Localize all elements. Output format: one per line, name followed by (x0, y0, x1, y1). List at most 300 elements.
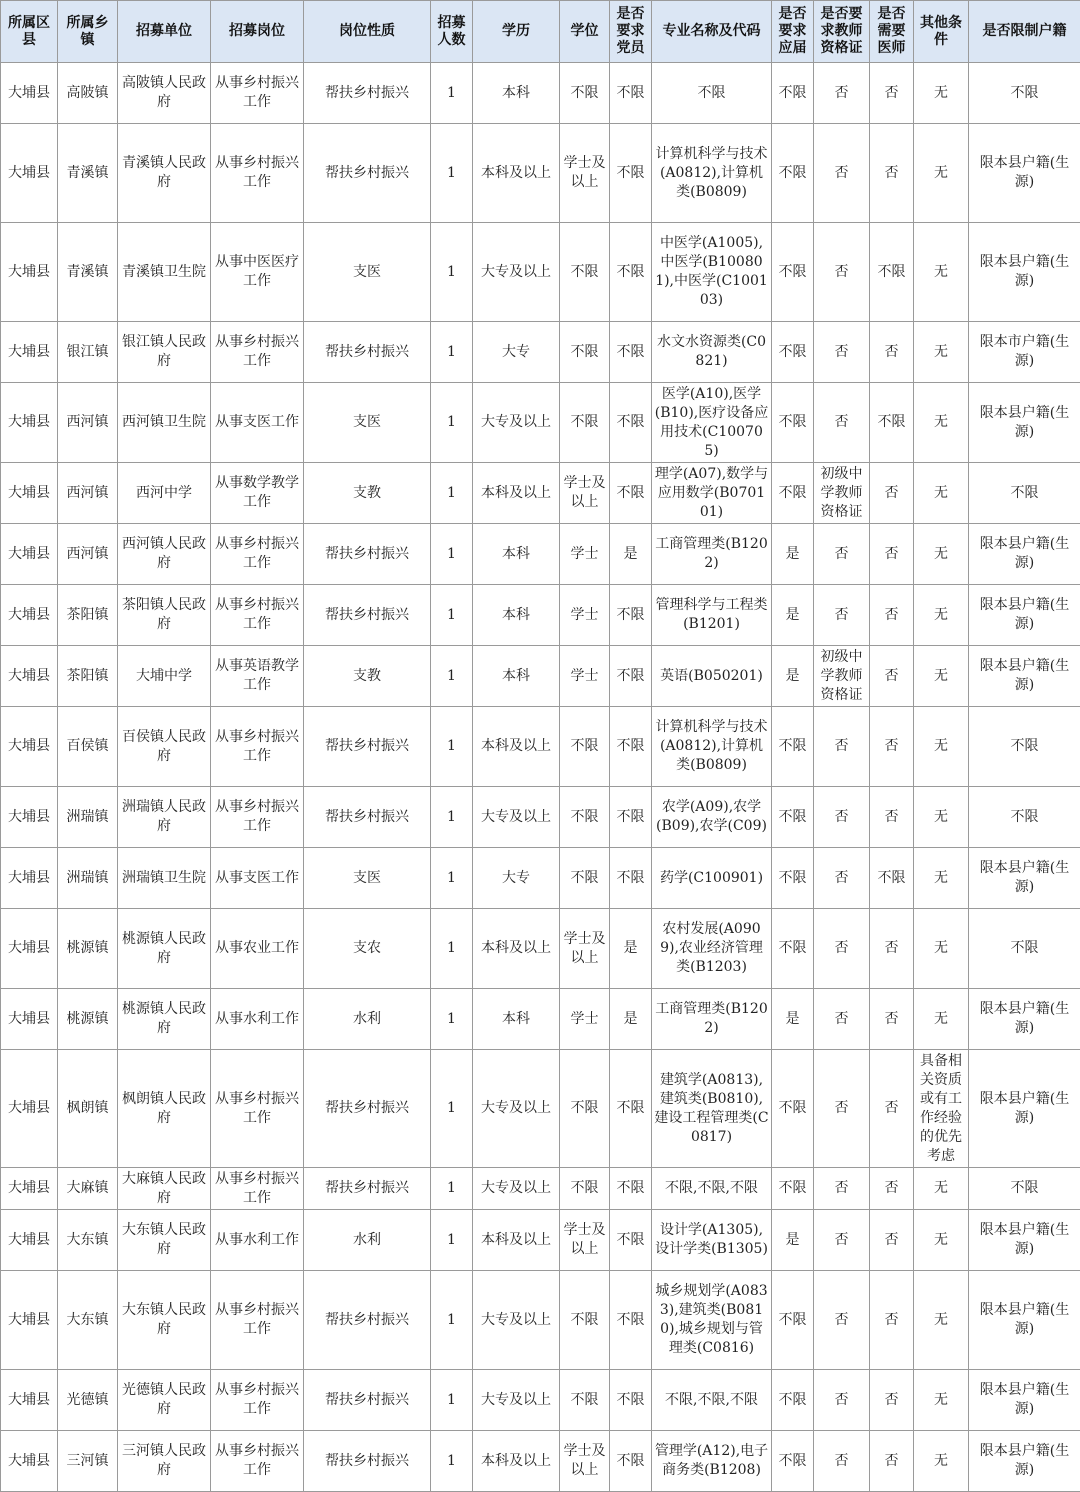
cell-count: 1 (431, 1370, 473, 1431)
cell-count: 1 (431, 646, 473, 707)
cell-party-member: 不限 (610, 1168, 652, 1210)
cell-teacher-cert: 否 (814, 787, 870, 848)
cell-fresh-graduate: 不限 (772, 1271, 814, 1370)
cell-position-type: 水利 (304, 989, 431, 1050)
cell-unit: 茶阳镇人民政府 (118, 585, 211, 646)
cell-other: 无 (914, 787, 969, 848)
cell-other: 无 (914, 707, 969, 787)
cell-major: 不限 (652, 63, 772, 124)
cell-town: 大东镇 (58, 1210, 118, 1271)
cell-physician: 否 (870, 989, 914, 1050)
cell-party-member: 不限 (610, 848, 652, 909)
cell-teacher-cert: 否 (814, 524, 870, 585)
cell-town: 青溪镇 (58, 223, 118, 322)
cell-physician: 否 (870, 1050, 914, 1168)
header-town: 所属乡镇 (58, 1, 118, 63)
cell-household: 不限 (969, 463, 1080, 524)
table-row (1, 322, 1080, 383)
cell-major: 工商管理类(B1202) (652, 524, 772, 585)
cell-physician: 否 (870, 463, 914, 524)
cell-position-type: 帮扶乡村振兴 (304, 1271, 431, 1370)
cell-major: 工商管理类(B1202) (652, 989, 772, 1050)
cell-fresh-graduate: 不限 (772, 124, 814, 223)
cell-unit: 洲瑞镇卫生院 (118, 848, 211, 909)
cell-fresh-graduate: 不限 (772, 1431, 814, 1492)
cell-party-member: 不限 (610, 707, 652, 787)
cell-unit: 高陂镇人民政府 (118, 63, 211, 124)
cell-household: 限本县户籍(生源) (969, 383, 1080, 463)
cell-teacher-cert: 初级中学教师资格证 (814, 463, 870, 524)
cell-education: 本科 (473, 989, 560, 1050)
cell-household: 限本县户籍(生源) (969, 124, 1080, 223)
cell-teacher-cert: 否 (814, 63, 870, 124)
cell-physician: 否 (870, 707, 914, 787)
table-row (1, 124, 1080, 223)
cell-count: 1 (431, 787, 473, 848)
cell-district: 大埔县 (1, 1168, 58, 1210)
cell-degree: 不限 (560, 1271, 610, 1370)
header-major: 专业名称及代码 (652, 1, 772, 63)
cell-other: 无 (914, 646, 969, 707)
cell-degree: 学士 (560, 989, 610, 1050)
cell-district: 大埔县 (1, 223, 58, 322)
cell-major: 理学(A07),数学与应用数学(B070101) (652, 463, 772, 524)
cell-degree: 不限 (560, 63, 610, 124)
cell-town: 大东镇 (58, 1271, 118, 1370)
cell-major: 不限,不限,不限 (652, 1370, 772, 1431)
cell-major: 设计学(A1305),设计学类(B1305) (652, 1210, 772, 1271)
cell-unit: 大麻镇人民政府 (118, 1168, 211, 1210)
cell-household: 限本县户籍(生源) (969, 1431, 1080, 1492)
cell-count: 1 (431, 63, 473, 124)
cell-degree: 不限 (560, 1168, 610, 1210)
cell-major: 计算机科学与技术(A0812),计算机类(B0809) (652, 707, 772, 787)
header-unit: 招募单位 (118, 1, 211, 63)
cell-party-member: 不限 (610, 1431, 652, 1492)
cell-household: 限本县户籍(生源) (969, 524, 1080, 585)
cell-education: 大专及以上 (473, 787, 560, 848)
cell-town: 银江镇 (58, 322, 118, 383)
table-body (1, 63, 1080, 1492)
cell-town: 三河镇 (58, 1431, 118, 1492)
cell-fresh-graduate: 是 (772, 1210, 814, 1271)
cell-count: 1 (431, 1210, 473, 1271)
cell-count: 1 (431, 707, 473, 787)
cell-party-member: 是 (610, 909, 652, 989)
cell-other: 无 (914, 322, 969, 383)
cell-position: 从事乡村振兴工作 (211, 322, 304, 383)
table-row (1, 1210, 1080, 1271)
cell-education: 本科 (473, 646, 560, 707)
cell-district: 大埔县 (1, 322, 58, 383)
cell-household: 限本县户籍(生源) (969, 1370, 1080, 1431)
cell-unit: 西河镇卫生院 (118, 383, 211, 463)
cell-education: 大专及以上 (473, 223, 560, 322)
cell-position: 从事数学教学工作 (211, 463, 304, 524)
table-header (1, 1, 1080, 63)
cell-household: 限本县户籍(生源) (969, 646, 1080, 707)
cell-physician: 否 (870, 1210, 914, 1271)
cell-town: 西河镇 (58, 383, 118, 463)
cell-household: 限本县户籍(生源) (969, 223, 1080, 322)
cell-education: 本科及以上 (473, 463, 560, 524)
cell-teacher-cert: 否 (814, 383, 870, 463)
cell-teacher-cert: 否 (814, 848, 870, 909)
cell-degree: 学士及以上 (560, 909, 610, 989)
table-row (1, 848, 1080, 909)
cell-education: 大专及以上 (473, 1168, 560, 1210)
cell-major: 农学(A09),农学(B09),农学(C09) (652, 787, 772, 848)
cell-degree: 不限 (560, 322, 610, 383)
cell-fresh-graduate: 不限 (772, 63, 814, 124)
cell-fresh-graduate: 不限 (772, 383, 814, 463)
cell-household: 限本县户籍(生源) (969, 585, 1080, 646)
cell-position: 从事支医工作 (211, 848, 304, 909)
cell-town: 茶阳镇 (58, 646, 118, 707)
cell-position-type: 支医 (304, 223, 431, 322)
cell-position: 从事水利工作 (211, 1210, 304, 1271)
cell-physician: 否 (870, 646, 914, 707)
cell-degree: 不限 (560, 383, 610, 463)
cell-district: 大埔县 (1, 585, 58, 646)
cell-district: 大埔县 (1, 1431, 58, 1492)
cell-district: 大埔县 (1, 989, 58, 1050)
cell-degree: 学士 (560, 524, 610, 585)
cell-fresh-graduate: 是 (772, 646, 814, 707)
cell-position-type: 支教 (304, 646, 431, 707)
cell-count: 1 (431, 223, 473, 322)
cell-fresh-graduate: 不限 (772, 463, 814, 524)
cell-party-member: 是 (610, 524, 652, 585)
cell-other: 无 (914, 989, 969, 1050)
cell-fresh-graduate: 不限 (772, 909, 814, 989)
cell-district: 大埔县 (1, 848, 58, 909)
cell-teacher-cert: 否 (814, 585, 870, 646)
cell-teacher-cert: 初级中学教师资格证 (814, 646, 870, 707)
cell-unit: 三河镇人民政府 (118, 1431, 211, 1492)
cell-physician: 否 (870, 124, 914, 223)
cell-teacher-cert: 否 (814, 707, 870, 787)
cell-physician: 否 (870, 1431, 914, 1492)
cell-other: 无 (914, 63, 969, 124)
table-row (1, 1431, 1080, 1492)
cell-district: 大埔县 (1, 1210, 58, 1271)
cell-unit: 光德镇人民政府 (118, 1370, 211, 1431)
cell-district: 大埔县 (1, 1271, 58, 1370)
cell-position: 从事乡村振兴工作 (211, 585, 304, 646)
cell-teacher-cert: 否 (814, 223, 870, 322)
cell-physician: 否 (870, 787, 914, 848)
cell-household: 限本县户籍(生源) (969, 1050, 1080, 1168)
cell-position-type: 帮扶乡村振兴 (304, 63, 431, 124)
cell-count: 1 (431, 322, 473, 383)
cell-fresh-graduate: 不限 (772, 223, 814, 322)
cell-teacher-cert: 否 (814, 1168, 870, 1210)
cell-district: 大埔县 (1, 909, 58, 989)
cell-position-type: 帮扶乡村振兴 (304, 585, 431, 646)
cell-town: 百侯镇 (58, 707, 118, 787)
table-row (1, 646, 1080, 707)
cell-party-member: 不限 (610, 322, 652, 383)
cell-major: 中医学(A1005),中医学(B100801),中医学(C100103) (652, 223, 772, 322)
cell-district: 大埔县 (1, 707, 58, 787)
cell-physician: 否 (870, 909, 914, 989)
cell-fresh-graduate: 是 (772, 585, 814, 646)
cell-town: 西河镇 (58, 524, 118, 585)
table-row (1, 909, 1080, 989)
cell-household: 不限 (969, 1168, 1080, 1210)
cell-teacher-cert: 否 (814, 1210, 870, 1271)
cell-household: 限本县户籍(生源) (969, 1271, 1080, 1370)
cell-fresh-graduate: 不限 (772, 322, 814, 383)
cell-position: 从事乡村振兴工作 (211, 707, 304, 787)
cell-household: 不限 (969, 787, 1080, 848)
cell-town: 洲瑞镇 (58, 787, 118, 848)
cell-unit: 青溪镇人民政府 (118, 124, 211, 223)
cell-unit: 大东镇人民政府 (118, 1271, 211, 1370)
cell-position-type: 帮扶乡村振兴 (304, 322, 431, 383)
cell-major: 不限,不限,不限 (652, 1168, 772, 1210)
cell-household: 不限 (969, 63, 1080, 124)
cell-teacher-cert: 否 (814, 909, 870, 989)
cell-position-type: 支医 (304, 383, 431, 463)
cell-position-type: 帮扶乡村振兴 (304, 707, 431, 787)
cell-household: 限本县户籍(生源) (969, 848, 1080, 909)
table-row (1, 585, 1080, 646)
cell-teacher-cert: 否 (814, 124, 870, 223)
cell-major: 计算机科学与技术(A0812),计算机类(B0809) (652, 124, 772, 223)
table-row (1, 383, 1080, 463)
cell-major: 水文水资源类(C0821) (652, 322, 772, 383)
cell-other: 无 (914, 585, 969, 646)
cell-position-type: 水利 (304, 1210, 431, 1271)
cell-other: 无 (914, 1431, 969, 1492)
cell-education: 大专及以上 (473, 1370, 560, 1431)
cell-town: 茶阳镇 (58, 585, 118, 646)
cell-education: 大专及以上 (473, 1271, 560, 1370)
cell-count: 1 (431, 1431, 473, 1492)
cell-unit: 西河镇人民政府 (118, 524, 211, 585)
cell-district: 大埔县 (1, 63, 58, 124)
cell-party-member: 不限 (610, 223, 652, 322)
cell-count: 1 (431, 1050, 473, 1168)
cell-unit: 枫朗镇人民政府 (118, 1050, 211, 1168)
cell-town: 青溪镇 (58, 124, 118, 223)
table-row (1, 989, 1080, 1050)
cell-degree: 不限 (560, 707, 610, 787)
cell-position: 从事农业工作 (211, 909, 304, 989)
cell-degree: 学士及以上 (560, 124, 610, 223)
cell-degree: 不限 (560, 1370, 610, 1431)
cell-position-type: 帮扶乡村振兴 (304, 787, 431, 848)
header-row (1, 1, 1080, 63)
cell-unit: 百侯镇人民政府 (118, 707, 211, 787)
header-district: 所属区县 (1, 1, 58, 63)
cell-unit: 青溪镇卫生院 (118, 223, 211, 322)
cell-fresh-graduate: 是 (772, 989, 814, 1050)
cell-count: 1 (431, 463, 473, 524)
cell-position: 从事乡村振兴工作 (211, 524, 304, 585)
cell-household: 不限 (969, 909, 1080, 989)
cell-degree: 不限 (560, 1050, 610, 1168)
cell-count: 1 (431, 585, 473, 646)
table-row (1, 707, 1080, 787)
cell-town: 大麻镇 (58, 1168, 118, 1210)
cell-position: 从事水利工作 (211, 989, 304, 1050)
cell-position: 从事乡村振兴工作 (211, 1168, 304, 1210)
cell-position-type: 帮扶乡村振兴 (304, 124, 431, 223)
cell-fresh-graduate: 不限 (772, 707, 814, 787)
cell-district: 大埔县 (1, 1370, 58, 1431)
cell-physician: 否 (870, 585, 914, 646)
cell-district: 大埔县 (1, 1050, 58, 1168)
cell-education: 大专 (473, 322, 560, 383)
cell-major: 药学(C100901) (652, 848, 772, 909)
cell-position-type: 支教 (304, 463, 431, 524)
cell-position: 从事中医医疗工作 (211, 223, 304, 322)
cell-district: 大埔县 (1, 124, 58, 223)
header-count: 招募人数 (431, 1, 473, 63)
cell-major: 农村发展(A0909),农业经济管理类(B1203) (652, 909, 772, 989)
cell-physician: 否 (870, 63, 914, 124)
cell-unit: 大埔中学 (118, 646, 211, 707)
cell-party-member: 不限 (610, 646, 652, 707)
table-row (1, 1370, 1080, 1431)
header-position: 招募岗位 (211, 1, 304, 63)
cell-degree: 学士 (560, 585, 610, 646)
cell-other: 无 (914, 124, 969, 223)
cell-party-member: 不限 (610, 124, 652, 223)
cell-unit: 西河中学 (118, 463, 211, 524)
cell-education: 本科及以上 (473, 707, 560, 787)
cell-other: 无 (914, 463, 969, 524)
cell-degree: 学士 (560, 646, 610, 707)
cell-physician: 否 (870, 322, 914, 383)
cell-unit: 洲瑞镇人民政府 (118, 787, 211, 848)
cell-other: 无 (914, 524, 969, 585)
cell-other: 无 (914, 1210, 969, 1271)
table-row (1, 463, 1080, 524)
cell-major: 管理科学与工程类(B1201) (652, 585, 772, 646)
cell-education: 本科及以上 (473, 909, 560, 989)
cell-district: 大埔县 (1, 383, 58, 463)
cell-count: 1 (431, 1271, 473, 1370)
table-row (1, 524, 1080, 585)
cell-party-member: 不限 (610, 1050, 652, 1168)
header-party-member: 是否要求党员 (610, 1, 652, 63)
cell-count: 1 (431, 383, 473, 463)
cell-count: 1 (431, 1168, 473, 1210)
cell-party-member: 不限 (610, 585, 652, 646)
cell-teacher-cert: 否 (814, 322, 870, 383)
cell-count: 1 (431, 524, 473, 585)
cell-party-member: 不限 (610, 383, 652, 463)
cell-other: 无 (914, 1168, 969, 1210)
cell-other: 无 (914, 909, 969, 989)
cell-teacher-cert: 否 (814, 1271, 870, 1370)
cell-education: 大专及以上 (473, 1050, 560, 1168)
table-row (1, 1168, 1080, 1210)
table-row (1, 1050, 1080, 1168)
cell-district: 大埔县 (1, 646, 58, 707)
cell-count: 1 (431, 909, 473, 989)
cell-unit: 桃源镇人民政府 (118, 989, 211, 1050)
table-row (1, 1271, 1080, 1370)
cell-fresh-graduate: 不限 (772, 1050, 814, 1168)
cell-household: 不限 (969, 707, 1080, 787)
cell-household: 限本市户籍(生源) (969, 322, 1080, 383)
cell-fresh-graduate: 不限 (772, 1168, 814, 1210)
cell-teacher-cert: 否 (814, 1431, 870, 1492)
cell-position: 从事乡村振兴工作 (211, 1431, 304, 1492)
cell-position: 从事乡村振兴工作 (211, 1050, 304, 1168)
cell-other: 无 (914, 1370, 969, 1431)
cell-physician: 否 (870, 1271, 914, 1370)
cell-unit: 大东镇人民政府 (118, 1210, 211, 1271)
cell-other: 具备相关资质或有工作经验的优先考虑 (914, 1050, 969, 1168)
cell-education: 大专及以上 (473, 383, 560, 463)
cell-fresh-graduate: 是 (772, 524, 814, 585)
cell-teacher-cert: 否 (814, 1370, 870, 1431)
cell-position: 从事乡村振兴工作 (211, 1370, 304, 1431)
cell-party-member: 不限 (610, 63, 652, 124)
cell-party-member: 不限 (610, 463, 652, 524)
cell-other: 无 (914, 223, 969, 322)
cell-major: 医学(A10),医学(B10),医疗设备应用技术(C100705) (652, 383, 772, 463)
header-fresh-graduate: 是否要求应届 (772, 1, 814, 63)
cell-physician: 不限 (870, 383, 914, 463)
cell-town: 枫朗镇 (58, 1050, 118, 1168)
cell-household: 限本县户籍(生源) (969, 989, 1080, 1050)
header-teacher-cert: 是否要求教师资格证 (814, 1, 870, 63)
cell-education: 大专 (473, 848, 560, 909)
cell-position: 从事乡村振兴工作 (211, 63, 304, 124)
cell-fresh-graduate: 不限 (772, 1370, 814, 1431)
cell-fresh-graduate: 不限 (772, 787, 814, 848)
cell-physician: 不限 (870, 223, 914, 322)
cell-unit: 银江镇人民政府 (118, 322, 211, 383)
cell-position-type: 帮扶乡村振兴 (304, 1370, 431, 1431)
header-household: 是否限制户籍 (969, 1, 1080, 63)
table-row (1, 787, 1080, 848)
cell-major: 建筑学(A0813),建筑类(B0810),建设工程管理类(C0817) (652, 1050, 772, 1168)
cell-degree: 学士及以上 (560, 463, 610, 524)
cell-count: 1 (431, 989, 473, 1050)
cell-party-member: 不限 (610, 787, 652, 848)
cell-district: 大埔县 (1, 787, 58, 848)
header-other: 其他条件 (914, 1, 969, 63)
cell-district: 大埔县 (1, 463, 58, 524)
cell-other: 无 (914, 383, 969, 463)
cell-unit: 桃源镇人民政府 (118, 909, 211, 989)
table-row (1, 63, 1080, 124)
cell-education: 本科 (473, 585, 560, 646)
cell-position: 从事乡村振兴工作 (211, 1271, 304, 1370)
cell-degree: 不限 (560, 223, 610, 322)
cell-other: 无 (914, 848, 969, 909)
cell-party-member: 不限 (610, 1210, 652, 1271)
cell-physician: 否 (870, 1168, 914, 1210)
cell-position: 从事乡村振兴工作 (211, 124, 304, 223)
cell-town: 高陂镇 (58, 63, 118, 124)
cell-town: 光德镇 (58, 1370, 118, 1431)
cell-position-type: 帮扶乡村振兴 (304, 1050, 431, 1168)
cell-major: 管理学(A12),电子商务类(B1208) (652, 1431, 772, 1492)
cell-major: 英语(B050201) (652, 646, 772, 707)
cell-degree: 不限 (560, 848, 610, 909)
cell-position-type: 支农 (304, 909, 431, 989)
cell-party-member: 是 (610, 989, 652, 1050)
